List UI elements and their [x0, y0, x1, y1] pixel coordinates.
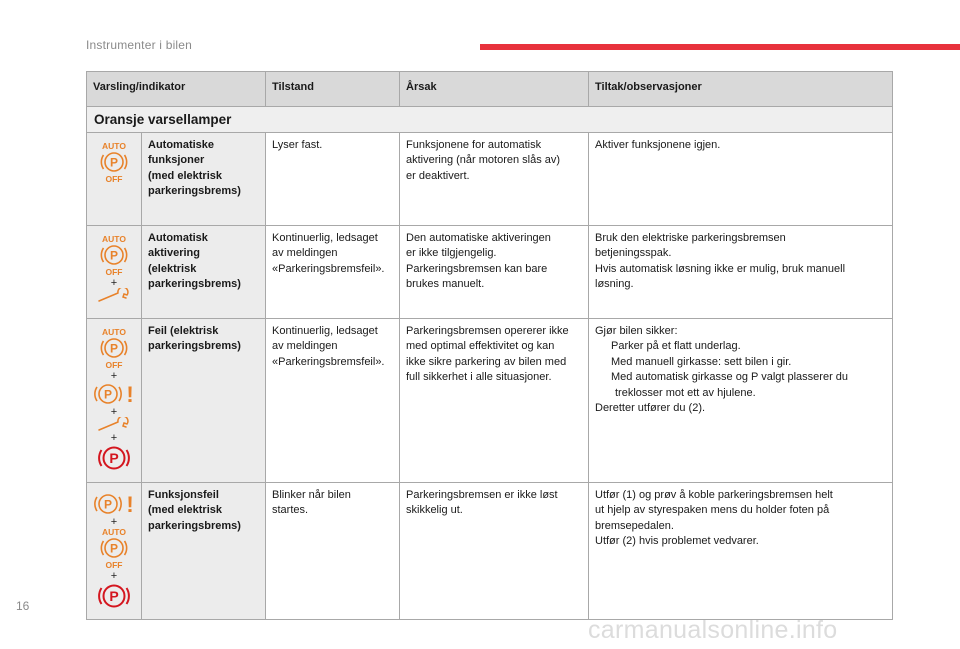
- action-cell: Bruk den elektriske parkeringsbremsen betjeningsspak. Hvis automatisk løsning ikke er mulig, bruk manuell løsning.: [589, 225, 893, 318]
- plus-sign: +: [110, 431, 118, 444]
- svg-text:P: P: [109, 248, 119, 262]
- list-item: Med automatisk girkasse og P valgt plasserer du treklosser mot ett av hjulene.: [611, 371, 849, 399]
- indicator-name: Feil (elektrisk parkeringsbrems): [142, 318, 266, 482]
- svg-text:AUTO: AUTO: [102, 526, 126, 537]
- action-cell: [589, 318, 893, 482]
- indicator-name: Funksjonsfeil (med elektrisk parkeringsbrems): [142, 482, 266, 619]
- svg-text:P: P: [103, 387, 113, 401]
- svg-text:AUTO: AUTO: [102, 140, 126, 151]
- svg-text:OFF: OFF: [105, 266, 123, 277]
- chapter-title: Instrumenter i bilen: [86, 38, 193, 52]
- plus-sign: +: [110, 515, 118, 528]
- auto-p-off-icon: [89, 234, 139, 278]
- table-row: [87, 318, 893, 482]
- svg-text:OFF: OFF: [105, 173, 123, 184]
- column-header-indicator: Varsling/indikator: [87, 72, 266, 107]
- cause-cell: Parkeringsbremsen opererer ikke med optimal effektivitet og kan ikke sikre parkering av bilen med full sikkerhet i alle situasjoner.: [400, 318, 589, 482]
- warning-lamps-table: [86, 71, 893, 620]
- svg-text:P: P: [103, 497, 113, 511]
- column-header-cause: Årsak: [400, 72, 589, 107]
- plus-sign: +: [110, 569, 118, 582]
- plus-sign: +: [110, 369, 118, 382]
- indicator-icons: [87, 132, 142, 225]
- action-intro: Gjør bilen sikker:: [595, 324, 678, 337]
- section-title: Oransje varsellamper: [87, 107, 893, 133]
- svg-text:AUTO: AUTO: [102, 326, 126, 337]
- state-cell: Blinker når bilen startes.: [266, 482, 400, 619]
- red-p-icon: [89, 443, 139, 473]
- state-cell: Lyser fast.: [266, 132, 400, 225]
- action-cell: Utfør (1) og prøv å koble parkeringsbremsen helt ut hjelp av styrespaken mens du holder foten på bremsepedalen. Utfør (2) hvis problemet vedvarer.: [589, 482, 893, 619]
- table-header-row: [87, 72, 893, 107]
- auto-p-off-svg: [94, 141, 134, 185]
- svg-text:OFF: OFF: [105, 559, 123, 570]
- table-row: [87, 225, 893, 318]
- auto-p-off-icon: [89, 327, 139, 371]
- state-cell: Kontinuerlig, ledsaget av meldingen «Parkeringsbremsfeil».: [266, 225, 400, 318]
- plus-sign: +: [110, 405, 118, 418]
- indicator-icons: [87, 482, 142, 619]
- svg-text:OFF: OFF: [105, 359, 123, 370]
- state-cell: Kontinuerlig, ledsaget av meldingen «Parkeringsbremsfeil».: [266, 318, 400, 482]
- svg-text:!: !: [126, 381, 134, 407]
- svg-text:P: P: [109, 587, 119, 604]
- auto-p-off-icon: [89, 527, 139, 571]
- svg-text:P: P: [109, 155, 119, 169]
- p-exclamation-icon: [89, 491, 139, 517]
- cause-cell: Funksjonene for automatisk aktivering (når motoren slås av) er deaktivert.: [400, 132, 589, 225]
- svg-text:P: P: [109, 341, 119, 355]
- auto-p-off-icon: [89, 141, 139, 185]
- watermark: carmanualsonline.info: [588, 616, 838, 644]
- table-row: [87, 482, 893, 619]
- chapter-accent-bar: [480, 44, 960, 50]
- page-number: 16: [16, 599, 30, 613]
- action-cell: Aktiver funksjonene igjen.: [589, 132, 893, 225]
- indicator-icons: [87, 318, 142, 482]
- p-exclamation-icon: [89, 381, 139, 407]
- indicator-name: Automatiske funksjoner (med elektrisk parkeringsbrems): [142, 132, 266, 225]
- svg-text:AUTO: AUTO: [102, 233, 126, 244]
- red-p-icon: [89, 581, 139, 611]
- svg-text:!: !: [126, 491, 134, 517]
- wrench-icon: [89, 417, 139, 433]
- cause-cell: Parkeringsbremsen er ikke løst skikkelig ut.: [400, 482, 589, 619]
- svg-text:P: P: [109, 541, 119, 555]
- table-row: [87, 132, 893, 225]
- list-item: Parker på et flatt underlag.: [611, 340, 741, 352]
- wrench-icon: [89, 288, 139, 304]
- indicator-name: Automatisk aktivering (elektrisk parkeringsbrems): [142, 225, 266, 318]
- action-outro: Deretter utfører du (2).: [595, 402, 706, 414]
- plus-sign: +: [110, 276, 118, 289]
- indicator-icons: [87, 225, 142, 318]
- cause-cell: Den automatiske aktiveringen er ikke tilgjengelig. Parkeringsbremsen kan bare brukes manuelt.: [400, 225, 589, 318]
- list-item: Med manuell girkasse: sett bilen i gir.: [611, 355, 792, 368]
- column-header-action: Tiltak/observasjoner: [589, 72, 893, 107]
- column-header-state: Tilstand: [266, 72, 400, 107]
- svg-text:P: P: [109, 449, 119, 466]
- section-row: [87, 107, 893, 133]
